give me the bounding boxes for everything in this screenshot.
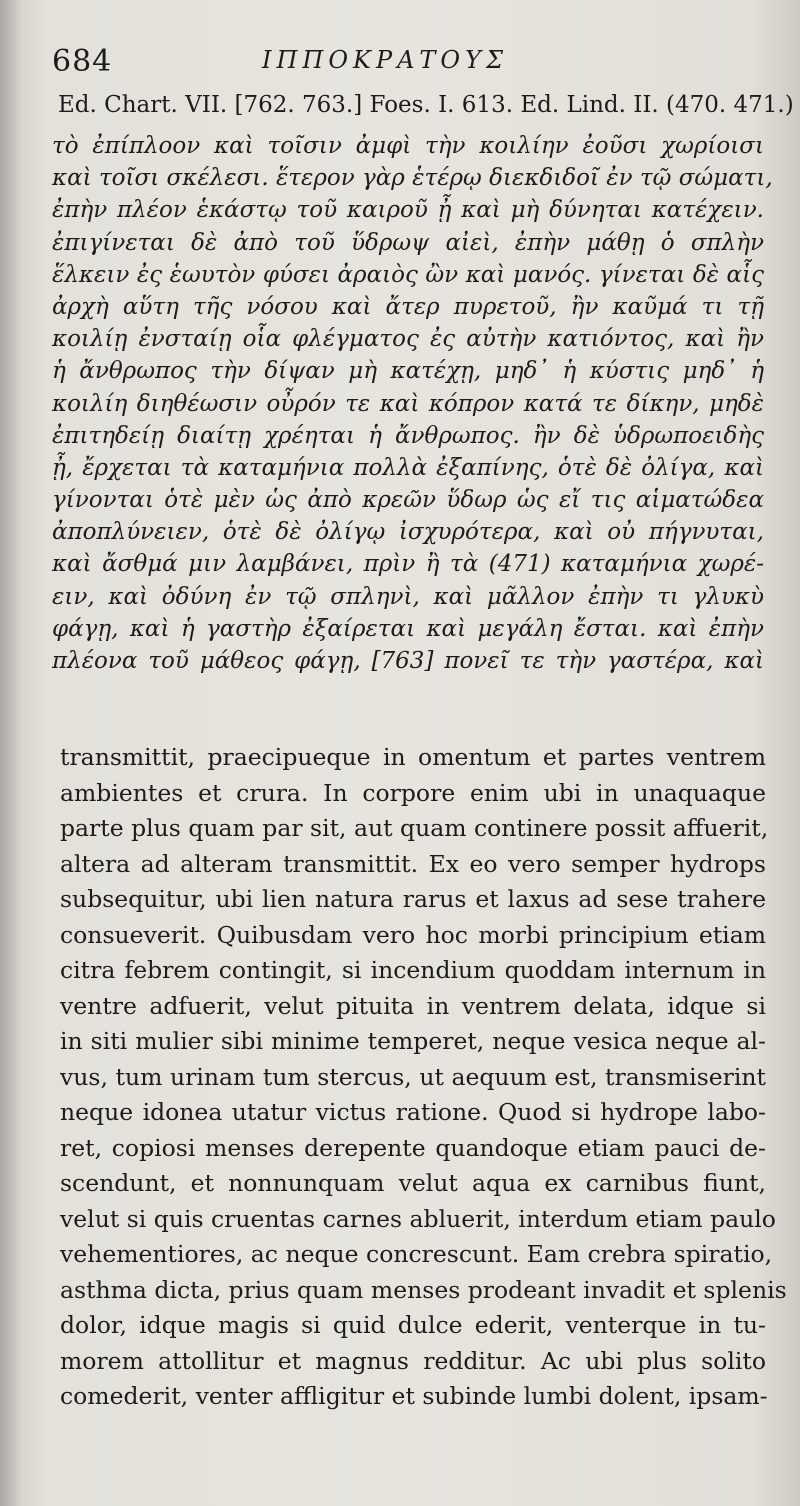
greek-text-line: ἡ ἄνθρωπος τὴν δίψαν μὴ κατέχῃ, μηδ᾽ ἡ κύστις μηδ᾽ ἡ (52, 358, 764, 385)
latin-text-line: ventre adfuerit, velut pituita in ventrem delata, idque si (60, 991, 766, 1020)
greek-text-line: ἀποπλύνειεν, ὁτὲ δὲ ὀλίγῳ ἰσχυρότερα, καὶ οὐ πήγνυται, (52, 519, 764, 546)
greek-text-line: ἐπιγίνεται δὲ ἀπὸ τοῦ ὕδρωψ αἰεὶ, ἐπὴν μάθῃ ὁ σπλὴν (52, 229, 764, 256)
edition-reference-line: Ed. Chart. VII. [762. 763.] Foes. I. 613. Ed. Lind. II. (470. 471.) (58, 92, 794, 118)
latin-text-line: ret, copiosi menses derepente quandoque etiam pauci de- (60, 1133, 766, 1162)
greek-text-line: πλέονα τοῦ μάθεος φάγῃ, [763] πονεῖ τε τὴν γαστέρα, καὶ (52, 648, 764, 674)
latin-text-line: neque idonea utatur victus ratione. Quod si hydrope labo- (60, 1098, 766, 1126)
greek-text-line: ᾖ, ἔρχεται τὰ καταμήνια πολλὰ ἐξαπίνης, ὁτὲ δὲ ὀλίγα, καὶ (52, 454, 764, 481)
greek-text-line: φάγῃ, καὶ ἡ γαστὴρ ἐξαίρεται καὶ μεγάλη ἔσται. καὶ ἐπὴν (52, 615, 764, 642)
spine-shadow (0, 0, 22, 1506)
greek-text-line: καὶ ἄσθμά μιν λαμβάνει, πρὶν ἢ τὰ (471) καταμήνια χωρέ- (52, 551, 764, 578)
page-header (52, 42, 752, 82)
latin-text-line: asthma dicta, prius quam menses prodeant invadit et splenis (60, 1275, 787, 1304)
latin-text-line: morem attollitur et magnus redditur. Ac ubi plus solito (60, 1346, 766, 1375)
greek-text-line: ἐπιτηδείῃ διαίτῃ χρέηται ἡ ἄνθρωπος. ἢν δὲ ὑδρωποειδὴς (52, 422, 764, 449)
latin-text-line: comederit, venter affligitur et subinde lumbi dolent, ipsam- (60, 1382, 768, 1410)
running-head: ΙΠΠΟΚΡΑΤΟΥΣ (262, 46, 508, 74)
greek-text-line: γίνονται ὁτὲ μὲν ὡς ἀπὸ κρεῶν ὕδωρ ὡς εἴ τις αἱματώδεα (52, 487, 764, 514)
latin-text-line: altera ad alteram transmittit. Ex eo vero semper hydrops (60, 849, 766, 878)
latin-text-line: vehementiores, ac neque concrescunt. Eam crebra spiratio, (60, 1240, 773, 1268)
greek-text-line: ἀρχὴ αὕτη τῆς νόσου καὶ ἄτερ πυρετοῦ, ἢν καῦμά τι τῇ (52, 293, 764, 320)
latin-text-line: dolor, idque magis si quid dulce ederit, venterque in tu- (60, 1311, 766, 1339)
latin-text-line: vus, tum urinam tum stercus, ut aequum est, transmiserint (60, 1062, 766, 1091)
latin-text-line: in siti mulier sibi minime temperet, neque vesica neque al- (60, 1027, 766, 1055)
page-number: 684 (52, 44, 113, 79)
latin-text-line: consueverit. Quibusdam vero hoc morbi principium etiam (60, 920, 766, 949)
greek-text-line: τὸ ἐπίπλοον καὶ τοῖσιν ἀμφὶ τὴν κοιλίην ἐοῦσι χωρίοισι (52, 133, 764, 159)
greek-text-line: ἕλκειν ἐς ἑωυτὸν φύσει ἀραιὸς ὢν καὶ μανός. γίνεται δὲ αἷς (52, 261, 764, 288)
latin-text-line: subsequitur, ubi lien natura rarus et laxus ad sese trahere (60, 885, 766, 913)
latin-text-line: velut si quis cruentas carnes abluerit, interdum etiam paulo (60, 1204, 776, 1233)
greek-text-line: ειν, καὶ ὀδύνη ἐν τῷ σπληνὶ, καὶ μᾶλλον ἐπὴν τι γλυκὺ (52, 583, 764, 610)
latin-text-line: parte plus quam par sit, aut quam continere possit affuerit, (60, 814, 769, 842)
greek-text-line: κοιλίη διηθέωσιν οὖρόν τε καὶ κόπρον κατά τε δίκην, μηδὲ (52, 390, 764, 417)
latin-text-line: ambientes et crura. In corpore enim ubi in unaquaque (60, 778, 766, 807)
latin-text-line: scendunt, et nonnunquam velut aqua ex carnibus fiunt, (60, 1169, 766, 1197)
greek-text-line: κοιλίῃ ἐνσταίῃ οἷα φλέγματος ἐς αὐτὴν κατιόντος, καὶ ἢν (52, 326, 764, 353)
latin-text-line: transmittit, praecipueque in omentum et partes ventrem (60, 743, 766, 771)
latin-text-line: citra febrem contingit, si incendium quoddam internum in (60, 956, 766, 984)
greek-text-block (52, 130, 773, 677)
greek-text-line: καὶ τοῖσι σκέλεσι. ἕτερον γὰρ ἑτέρῳ διεκδιδοῖ ἐν τῷ σώματι, (52, 165, 773, 192)
latin-text-block (60, 740, 787, 1415)
greek-text-line: ἐπὴν πλέον ἑκάστῳ τοῦ καιροῦ ᾖ καὶ μὴ δύνηται κατέχειν. (52, 197, 764, 224)
